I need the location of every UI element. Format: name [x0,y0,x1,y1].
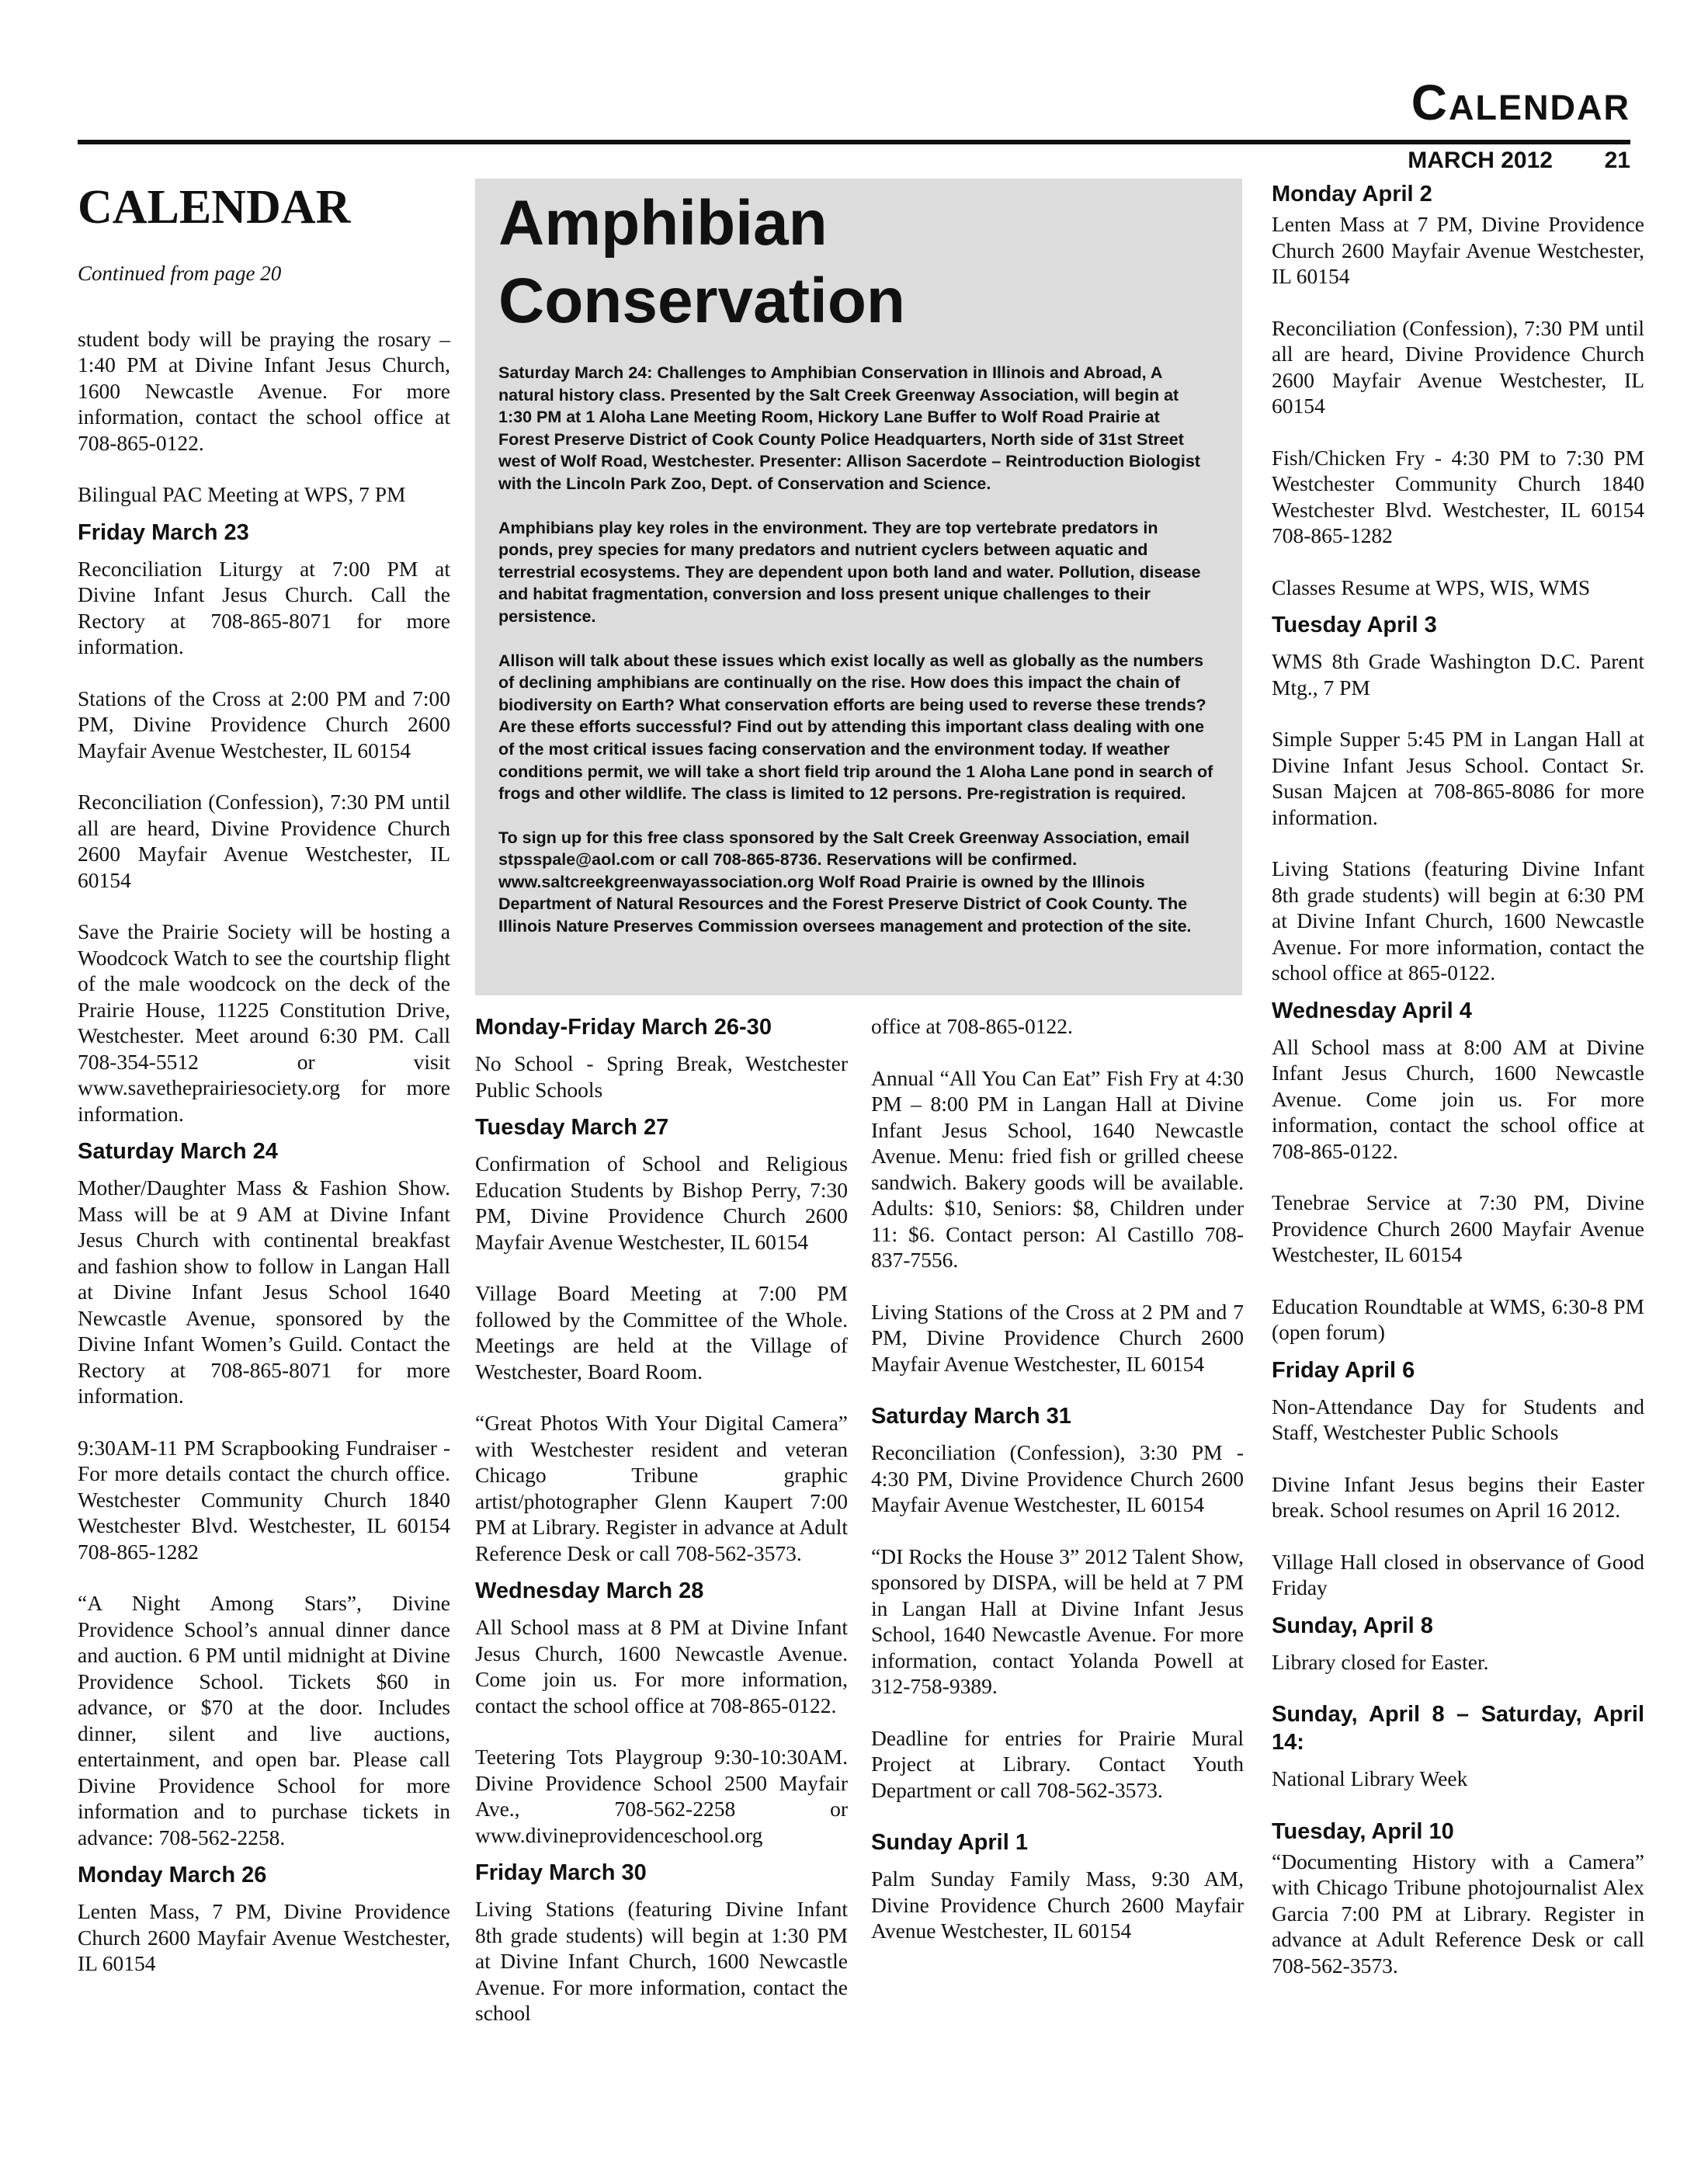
date-heading: Tuesday April 3 [1272,613,1437,637]
date-heading: Wednesday April 4 [1272,998,1472,1023]
date-heading: Sunday, April 8 – Saturday, April 14: [1272,1702,1644,1755]
date-heading: Tuesday, April 10 [1272,1818,1454,1844]
date-heading: Sunday April 1 [871,1830,1028,1855]
event-text: Living Stations (featuring Divine Infant 8th grade students) will begin at 6:30 PM at Divine Infant Church, 1600 Newcastle Avenue. For more information, contact the school office at 865-0122. [1272,856,1644,985]
event-text: Education Roundtable at WMS, 6:30-8 PM (open forum) [1272,1294,1644,1344]
event-text: Reconciliation Liturgy at 7:00 PM at Divine Infant Jesus Church. Call the Rectory at 708-865-8071 for more information. [78,556,450,658]
event-text: Simple Supper 5:45 PM in Langan Hall at Divine Infant Jesus School. Contact Sr. Susan Majcen at 708-865-8086 for more information. [1272,727,1644,829]
date-heading: Tuesday March 27 [475,1115,669,1140]
amphibian-feature-box [475,179,1242,995]
event-text: Non-Attendance Day for Students and Staff, Westchester Public Schools [1272,1394,1644,1444]
event-text: “Great Photos With Your Digital Camera” with Westchester resident and veteran Chicago Tribune graphic artist/photographer Glenn Kaupert 7:00 PM at Library. Register in advance at Adult Reference Desk or call 708-562-3573. [475,1411,848,1565]
date-heading: Saturday March 24 [78,1139,278,1164]
event-text: Divine Infant Jesus begins their Easter break. School resumes on April 16 2012. [1272,1471,1644,1522]
event-text: All School mass at 8 PM at Divine Infant Jesus Church, 1600 Newcastle Avenue. Come join us. For more information, contact the school office at 708-865-0122. [475,1615,848,1717]
event-text: Lenten Mass at 7 PM, Divine Providence Church 2600 Mayfair Avenue Westchester, IL 60154 [1272,212,1644,288]
date-heading: Friday March 30 [475,1860,647,1885]
event-text: Village Hall closed in observance of Good Friday [1272,1549,1644,1599]
event-text: Village Board Meeting at 7:00 PM followed by the Committee of the Whole. Meetings are held at the Village of Westchester, Board Room. [475,1281,848,1384]
column-1 [78,177,450,2002]
event-text: office at 708-865-0122. [871,1014,1073,1038]
event-text: Annual “All You Can Eat” Fish Fry at 4:30 PM – 8:00 PM in Langan Hall at Divine Infant Jesus School, 1640 Newcastle Avenue. Menu: fried fish or grilled cheese sandwich. Bakery goods will be available. Adults: $10, Seniors: $8, Children under 11: $6. Contact person: Al Castillo 708-837-7556. [871,1065,1244,1272]
column-2 [475,1013,848,2052]
event-text: Library closed for Easter. [1272,1649,1489,1674]
date-heading: Monday-Friday March 26-30 [475,1015,772,1040]
event-text: Lenten Mass, 7 PM, Divine Providence Church 2600 Mayfair Avenue Westchester, IL 60154 [78,1899,450,1975]
feature-title: Amphibian Conservation [498,188,905,336]
event-text: student body will be praying the rosary – 1:40 PM at Divine Infant Jesus Church, 1600 Newcastle Avenue. For more information, contact the school office at 708-865-0122. [78,326,450,455]
date-heading: Saturday March 31 [871,1404,1071,1429]
event-text: Teetering Tots Playgroup 9:30-10:30AM. Divine Providence School 2500 Mayfair Ave., 708-562-2258 or www.divineprovidenceschool.org [475,1745,848,1847]
feature-text: To sign up for this free class sponsored by the Salt Creek Greenway Association, email stpsspale@aol.com or call 708-865-8736. Reservations will be confirmed. www.saltcreekgreenwayassociation.org Wolf Road Prairie is owned by the Illinois Department of Natural Resources and the Forest Preserve District of Cook County. The Illinois Nature Preserves Commission oversees management and protection of the site. [498,828,1192,936]
event-text: Living Stations of the Cross at 2 PM and 7 PM, Divine Providence Church 2600 Mayfair Avenue Westchester, IL 60154 [871,1299,1244,1376]
issue-date: MARCH 2012 [1408,148,1553,173]
feature-text: Amphibians play key roles in the environment. They are top vertebrate predators in ponds, prey species for many predators and nutrient cyclers between aquatic and terrestrial ecosystems. They are dependent upon both land and water. Pollution, disease and habitat fragmentation, conversion and loss present unique challenges to their persistence. [498,518,1201,626]
header-rule [78,140,1630,144]
continued-note: Continued from page 20 [78,262,282,285]
date-heading: Wednesday March 28 [475,1578,704,1603]
date-heading: Friday April 6 [1272,1357,1415,1383]
event-text: “Documenting History with a Camera” with Chicago Tribune photojournalist Alex Garcia 7:00 PM at Library. Register in advance at Adult Reference Desk or call 708-562-3573. [1272,1849,1644,1978]
event-text: Save the Prairie Society will be hosting a Woodcock Watch to see the courtship flight of the male woodcock on the deck of the Prairie House, 11225 Constitution Drive, Westchester. Meet around 6:30 PM. Call 708-354-5512 or visit www.savetheprairiesociety.org for more information. [78,919,450,1126]
event-text: Reconciliation (Confession), 7:30 PM until all are heard, Divine Providence Church 2600 Mayfair Avenue Westchester, IL 60154 [1272,315,1644,418]
date-heading: Friday March 23 [78,519,249,545]
page-number: 21 [1604,148,1630,173]
event-text: Deadline for entries for Prairie Mural Project at Library. Contact Youth Department or call 708-562-3573. [871,1725,1244,1802]
date-heading: Monday March 26 [78,1863,267,1887]
event-text: “A Night Among Stars”, Divine Providence School’s annual dinner dance and auction. 6 PM until midnight at Divine Providence School. Tickets $60 in advance, or $70 at the door. Includes dinner, silent and live auctions, entertainment, and open bar. Please call Divine Providence School for more information and to purchase tickets in advance: 708-562-2258. [78,1591,450,1849]
event-text: Bilingual PAC Meeting at WPS, 7 PM [78,482,406,506]
event-text: “DI Rocks the House 3” 2012 Talent Show, sponsored by DISPA, will be held at 7 PM in Langan Hall at Divine Infant Jesus School, 1640 Newcastle Avenue. For more information, contact Yolanda Powell at 312-758-9389. [871,1544,1244,1698]
event-text: Confirmation of School and Religious Education Students by Bishop Perry, 7:30 PM, Divine Providence Church 2600 Mayfair Avenue Westchester, IL 60154 [475,1151,848,1254]
date-heading: Monday April 2 [1272,182,1432,207]
event-text: Reconciliation (Confession), 3:30 PM - 4:30 PM, Divine Providence Church 2600 Mayfair Avenue Westchester, IL 60154 [871,1440,1244,1516]
section-title: Calendar [1411,75,1630,130]
event-text: Stations of the Cross at 2:00 PM and 7:00 PM, Divine Providence Church 2600 Mayfair Avenue Westchester, IL 60154 [78,686,450,762]
event-text: Living Stations (featuring Divine Infant 8th grade students) will begin at 1:30 PM at Divine Infant Church, 1600 Newcastle Avenue. For more information, contact the school [475,1897,848,2025]
event-text: Palm Sunday Family Mass, 9:30 AM, Divine Providence Church 2600 Mayfair Avenue Westchester, IL 60154 [871,1867,1244,1943]
event-text: No School - Spring Break, Westchester Public Schools [475,1051,848,1102]
calendar-heading: CALENDAR [78,181,351,234]
column-3 [871,1013,1244,1970]
event-text: Reconciliation (Confession), 7:30 PM until all are heard, Divine Providence Church 2600 Mayfair Avenue Westchester, IL 60154 [78,790,450,892]
event-text: Mother/Daughter Mass & Fashion Show. Mass will be at 9 AM at Divine Infant Jesus Church with continental breakfast and fashion show to follow in Langan Hall at Divine Infant Jesus School 1640 Newcastle Avenue, sponsored by the Divine Infant Women’s Guild. Contact the Rectory at 708-865-8071 for more information. [78,1176,450,1408]
event-text: Fish/Chicken Fry - 4:30 PM to 7:30 PM Westchester Community Church 1840 Westchester Blvd. Westchester, IL 60154 708-865-1282 [1272,445,1644,547]
event-text: Classes Resume at WPS, WIS, WMS [1272,575,1591,599]
event-text: 9:30AM-11 PM Scrapbooking Fundraiser - For more details contact the church office. Westchester Community Church 1840 Westchester Blvd. Westchester, IL 60154 708-865-1282 [78,1435,450,1564]
feature-text: Saturday March 24: Challenges to Amphibian Conservation in Illinois and Abroad, A natural history class. Presented by the Salt Creek Greenway Association, will begin at 1:30 PM at 1 Aloha Lane Meeting Room, Hickory Lane Buffer to Wolf Road Prairie at Forest Preserve District of Cook County Police Headquarters, North side of 31st Street west of Wolf Road, Westchester. Presenter: Allison Sacerdote – Reintroduction Biologist with the Lincoln Park Zoo, Dept. of Conservation and Science. [498,363,1200,493]
column-4 [1272,180,1644,2004]
event-text: WMS 8th Grade Washington D.C. Parent Mtg., 7 PM [1272,649,1644,700]
feature-text: Allison will talk about these issues which exist locally as well as globally as the numbers of declining amphibians are continually on the rise. How does this impact the chain of biodiversity on Earth? What conservation efforts are being used to reverse these trends? Are these efforts successful? Find out by attending this important class dealing with one of the most critical issues facing conservation and the environment today. If weather conditions permit, we will take a short field trip around the 1 Aloha Lane pond in search of frogs and other wildlife. The class is limited to 12 persons. Pre-registration is required. [498,651,1213,804]
date-heading: Sunday, April 8 [1272,1613,1433,1638]
event-text: All School mass at 8:00 AM at Divine Infant Jesus Church, 1600 Newcastle Avenue. Come join us. For more information, contact the school office at 708-865-0122. [1272,1034,1644,1163]
event-text: National Library Week [1272,1766,1468,1790]
event-text: Tenebrae Service at 7:30 PM, Divine Providence Church 2600 Mayfair Avenue Westchester, IL 60154 [1272,1190,1644,1266]
